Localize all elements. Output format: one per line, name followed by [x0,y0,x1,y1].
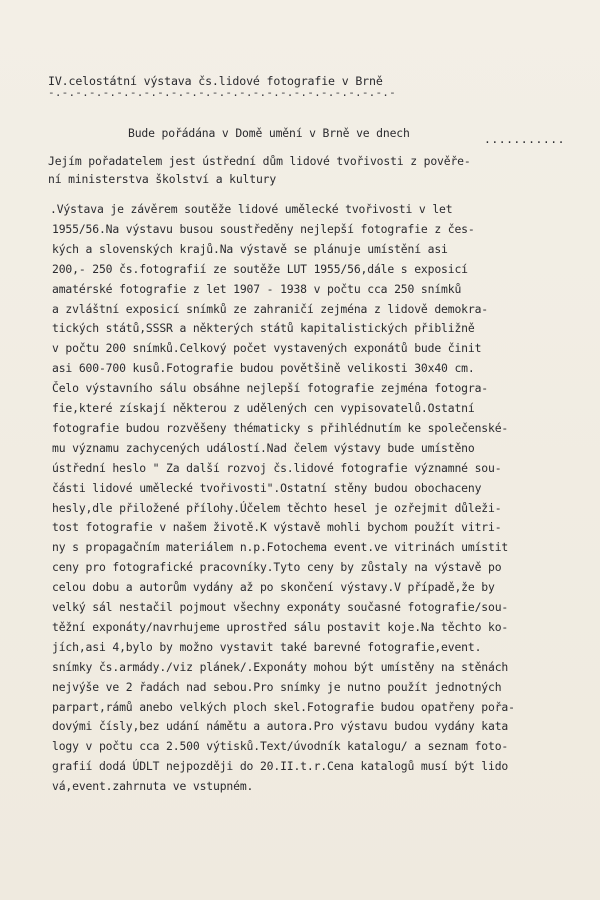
body-line: tických států,SSSR a některých států kapitalistických přibližně [52,321,475,335]
body-line: logy v počtu cca 2.500 výtisků.Text/úvodník katalogu/ a seznam foto- [52,739,509,753]
heading-underline: -.-.-.-.-.-.-.-.-.-.-.-.-.-.-.-.-.-.-.-.-.-.-.-.-.- [48,86,396,99]
intro-line-2: Jejím pořadatelem jest ústřední dům lidové tvořivosti z pověře- [48,154,471,168]
body-line: 200,- 250 čs.fotografií ze soutěže LUT 1955/56,dále s exposicí [52,262,468,276]
body-line: vá,event.zahrnuta ve vstupném. [52,779,254,793]
document-heading: IV.celostátní výstava čs.lidové fotografie v Brně [48,74,383,88]
body-line: grafií dodá ÚDLT nejpozději do 20.II.t.r.Cena katalogů musí být lido [52,759,509,773]
intro-line-1: Bude pořádána v Domě umění v Brně ve dnech [128,126,410,140]
body-line: ústřední heslo " Za další rozvoj čs.lidové fotografie významné sou- [52,461,502,475]
body-line: v počtu 200 snímků.Celkový počet vystavených exponátů bude činit [52,341,482,355]
body-line: parpart,rámů anebo velkých ploch skel.Fotografie budou opatřeny pořa- [52,700,515,714]
body-line: asi 600-700 kusů.Fotografie budou povětšině velikosti 30x40 cm. [52,361,475,375]
body-line: tost fotografie v našem životě.K výstavě mohli bychom použít vitri- [52,520,502,534]
intro-line-3: ní ministerstva školství a kultury [48,172,277,186]
date-placeholder-dots: ........... [484,132,565,146]
body-line: ceny pro fotografické pracovníky.Tyto ceny by zůstaly na výstavě po [52,560,502,574]
body-line: mu významu zachycených událostí.Nad čelem výstavy bude umístěno [52,441,475,455]
body-line: dovými čísly,bez udání námětu a autora.Pro výstavu budou vydány kata [52,719,509,733]
body-line: těžní exponáty/navrhujeme uprostřed sálu postavit koje.Na těchto ko- [52,620,509,634]
body-line: celou dobu a autorům vydány až po skončení výstavy.V případě,že by [52,580,495,594]
body-line: Čelo výstavního sálu obsáhne nejlepší fotografie zejména fotogra- [52,381,489,395]
body-line: 1955/56.Na výstavu busou soustředěny nejlepší fotografie z čes- [52,222,475,236]
body-line: .Výstava je závěrem soutěže lidové umělecké tvořivosti v let [50,202,453,216]
body-line: snímky čs.armády./viz plánek/.Exponáty mohou být umístěny na stěnách [52,660,509,674]
body-line: části lidové umělecké tvořivosti".Ostatní stěny budou obochaceny [52,481,482,495]
body-line: ny s propagačním materiálem n.p.Fotochema event.ve vitrinách umístit [52,540,509,554]
body-line: amatérské fotografie z let 1907 - 1938 v počtu cca 250 snímků [52,282,462,296]
body-line: fotografie budou rozvěšeny thématicky s přihlédnutím ke společenské- [52,421,509,435]
body-line: velký sál nestačil pojmout všechny exponáty současné fotografie/sou- [52,600,509,614]
body-line: hesly,dle přiložené přílohy.Účelem těchto hesel je ozřejmit důleži- [52,501,502,515]
body-line: fie,které získají některou z udělených cen vypisovatelů.Ostatní [52,401,475,415]
body-line: nejvýše ve 2 řadách nad sebou.Pro snímky je nutno použít jednotných [52,680,502,694]
body-line: kých a slovenských krajů.Na výstavě se plánuje umístění asi [52,242,448,256]
body-line: jích,asi 4,bylo by možno vystavit také barevné fotografie,event. [52,640,482,654]
body-line: a zvláštní exposicí snímků ze zahraničí zejména z lidově demokra- [52,302,489,316]
